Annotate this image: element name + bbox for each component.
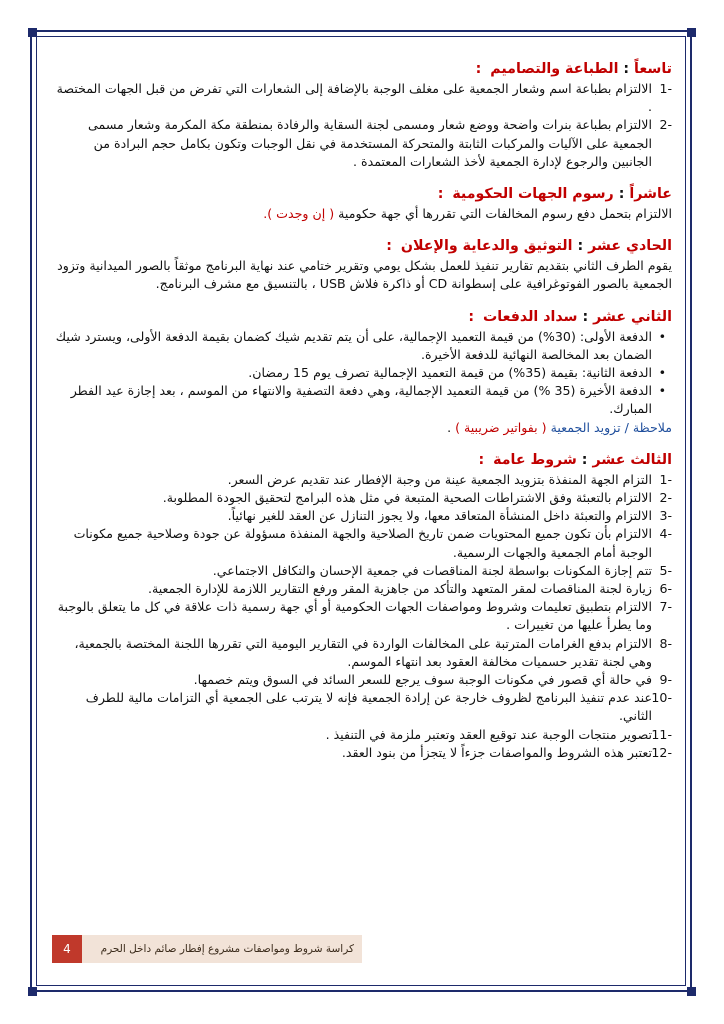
section-heading — [50, 58, 672, 80]
list-item — [50, 562, 672, 580]
note-period: . — [447, 419, 452, 435]
list-item — [50, 328, 672, 364]
corner-ornament — [687, 987, 696, 996]
heading-separator: : — [582, 308, 589, 325]
item-number: -12 — [651, 744, 672, 760]
item-number: -3 — [659, 508, 672, 524]
item-text: الالتزام بطباعة بنرات واضحة ووضع شعار ومسمى لجنة السقاية والرفادة بمنطقة مكة المكرمة وشعار مسمى الجمعية على الآليات والمركبات الثابتة والمتحركة المستخدمة في نقل الوجبات وتكون بكامل حجم البرادة من الجانبين والرجوع لإدارة الجمعية لأخذ الشعارات المعتمدة . — [88, 117, 652, 169]
heading-ordinal: عاشراً — [629, 186, 672, 203]
section-heading — [50, 306, 672, 328]
heading-ordinal: الحادي عشر — [588, 238, 672, 255]
document-body — [50, 58, 672, 774]
section-documentation-advertising — [50, 235, 672, 293]
section-heading — [50, 449, 672, 471]
heading-title: شروط عامة — [493, 451, 577, 468]
item-text: عند عدم تنفيذ البرنامج لظروف خارجة عن إرادة الجمعية فإنه لا يترتب على الجمعية أي التزامات مالية للطرف الثاني. — [85, 690, 652, 724]
section-heading — [50, 235, 672, 257]
list-item — [50, 580, 672, 598]
list-item — [50, 744, 672, 762]
bullet-list — [50, 328, 672, 419]
item-number: -7 — [659, 599, 672, 615]
item-text: الالتزام بأن تكون جميع المحتويات ضمن تاريخ الصلاحية والجهة المنفذة مسؤولة عن جودة وصلاحية جميع مكونات الوجبة أمام الجمعية والجهات الرسمية. — [73, 526, 652, 560]
list-item — [50, 471, 672, 489]
list-item — [50, 382, 672, 418]
page-number: 4 — [52, 935, 82, 963]
heading-title: الطباعة والتصاميم — [490, 61, 619, 77]
item-text: تصوير منتجات الوجبة عند توقيع العقد وتعتبر ملزمة في التنفيذ . — [325, 726, 652, 742]
item-text: تتم إجازة المكونات بواسطة لجنة المناقصات في جمعية الإحسان والتكافل الاجتماعي. — [212, 562, 652, 578]
numbered-list — [50, 471, 672, 762]
heading-colon: : — [386, 238, 392, 255]
section-heading — [50, 183, 672, 205]
section-government-fees — [50, 183, 672, 223]
item-number: -6 — [659, 581, 672, 597]
section-general-terms — [50, 449, 672, 762]
list-item — [50, 598, 672, 634]
item-text: الالتزام بتطبيق تعليمات وشروط ومواصفات الجهات الحكومية أو أي جهة رسمية ذات علاقة في كل ما يتعلق بالوجبة وما يطرأ عليها من تغييرات . — [57, 599, 652, 633]
paragraph: يقوم الطرف الثاني بتقديم تقارير تنفيذ للعمل بشكل يومي وتقرير ختامي عند نهاية البرنامج موثقاً بالصور الميدانية وتزود الجمعية بالصور الفوتوغرافية على إسطوانة CD أو ذاكرة فلاش USB ، بالتنسيق مع مشرف البرنامج. — [57, 258, 672, 292]
list-item — [50, 671, 672, 689]
item-text: الدفعة الأولى: (30%) من قيمة التعميد الإجمالية، على أن يتم تقديم شيك كضمان بقيمة الدفعة الأولى، ويسترد شيك الضمان بعد المخالصة النهائية للدفعة الأخيرة. — [55, 328, 652, 362]
item-number: -1 — [659, 471, 672, 487]
corner-ornament — [687, 28, 696, 37]
item-number: -2 — [659, 490, 672, 506]
paragraph-red-text: ( إن وجدت ). — [263, 206, 335, 222]
payment-note — [50, 419, 672, 437]
heading-title: رسوم الجهات الحكومية — [452, 186, 614, 203]
list-item — [50, 489, 672, 507]
numbered-list — [50, 80, 672, 171]
list-item — [50, 364, 672, 382]
item-number: -11 — [651, 726, 672, 742]
heading-separator: : — [618, 186, 625, 203]
item-number: -1 — [659, 81, 672, 96]
item-number: -4 — [659, 526, 672, 542]
heading-ordinal: تاسعاً — [634, 61, 672, 77]
heading-colon: : — [475, 61, 482, 77]
item-text: الالتزام بدفع الغرامات المترتبة على المخالفات الواردة في التقارير اليومية التي تقررها اللجنة المختصة بالجمعية، وهي لجنة تقدير حسميات مخالفة العقود بعد انتهاء الموسم. — [74, 635, 652, 669]
item-text: الالتزام بالتعبئة وفق الاشتراطات الصحية المتبعة في مثل هذه البرامج لتحقيق الجودة المطلوبة. — [162, 490, 652, 506]
list-item — [50, 507, 672, 525]
list-item — [50, 635, 672, 671]
item-text: الالتزام بطباعة اسم وشعار الجمعية على مغلف الوجبة بالإضافة إلى الشعارات التي تفرض من قبل الجهات المختصة . — [56, 81, 652, 115]
heading-colon: : — [478, 451, 485, 468]
section-payments — [50, 306, 672, 437]
heading-ordinal: الثالث عشر — [592, 451, 672, 468]
heading-separator: : — [577, 238, 584, 255]
item-text: الدفعة الأخيرة (35 %) من قيمة التعميد الإجمالية، وهي دفعة التصفية والانتهاء من الموسم ، بعد إجازة عيد الفطر المبارك. — [70, 383, 652, 417]
list-item — [50, 525, 672, 561]
item-text: الالتزام والتعبئة داخل المنشأة المتعاقد معها، ولا يجوز التنازل عن العقد للغير نهائياً. — [227, 508, 652, 524]
item-number: -10 — [651, 690, 672, 706]
bullet-icon: • — [658, 328, 666, 344]
paragraph-text: الالتزام بتحمل دفع رسوم المخالفات التي تقررها أي جهة حكومية — [338, 206, 672, 222]
item-text: تعتبر هذه الشروط والمواصفات جزءاً لا يتجزأ من بنود العقد. — [341, 744, 652, 760]
heading-title: التوثيق والدعاية والإعلان — [400, 238, 573, 255]
note-text: ملاحظة / تزويد الجمعية — [550, 419, 672, 435]
bullet-icon: • — [658, 383, 666, 399]
heading-title: سداد الدفعات — [483, 308, 578, 325]
footer-title: كراسة شروط ومواصفات مشروع إفطار صائم داخل الحرم — [82, 935, 362, 963]
corner-ornament — [28, 987, 37, 996]
section-printing-design — [50, 58, 672, 171]
heading-ordinal: الثاني عشر — [593, 308, 672, 325]
page-footer — [52, 935, 362, 963]
corner-ornament — [28, 28, 37, 37]
heading-colon: : — [437, 186, 444, 203]
item-number: -2 — [659, 117, 672, 133]
item-number: -9 — [659, 672, 672, 688]
note-red-text: ( بفواتير ضريبية ) — [455, 419, 547, 435]
heading-colon: : — [468, 308, 475, 325]
list-item — [50, 80, 672, 116]
bullet-icon: • — [658, 365, 666, 381]
paragraph — [50, 205, 672, 223]
item-number: -8 — [659, 635, 672, 651]
item-number: -5 — [659, 562, 672, 578]
list-item — [50, 726, 672, 744]
item-text: الدفعة الثانية: بقيمة (35%) من قيمة التعميد الإجمالية تصرف يوم 15 رمضان. — [248, 365, 652, 381]
heading-separator: : — [623, 61, 630, 77]
item-text: التزام الجهة المنفذة بتزويد الجمعية عينة من وجبة الإفطار عند تقديم عرض السعر. — [227, 471, 652, 487]
list-item — [50, 116, 672, 171]
item-text: في حالة أي قصور في مكونات الوجبة سوف يرجع للسعر السائد في السوق ويتم خصمها. — [193, 672, 652, 688]
heading-separator: : — [581, 451, 588, 468]
list-item — [50, 689, 672, 725]
item-text: زيارة لجنة المناقصات لمقر المتعهد والتأكد من جاهزية المقر ورفع التقارير اللازمة للإدارة الجمعية. — [147, 581, 652, 597]
